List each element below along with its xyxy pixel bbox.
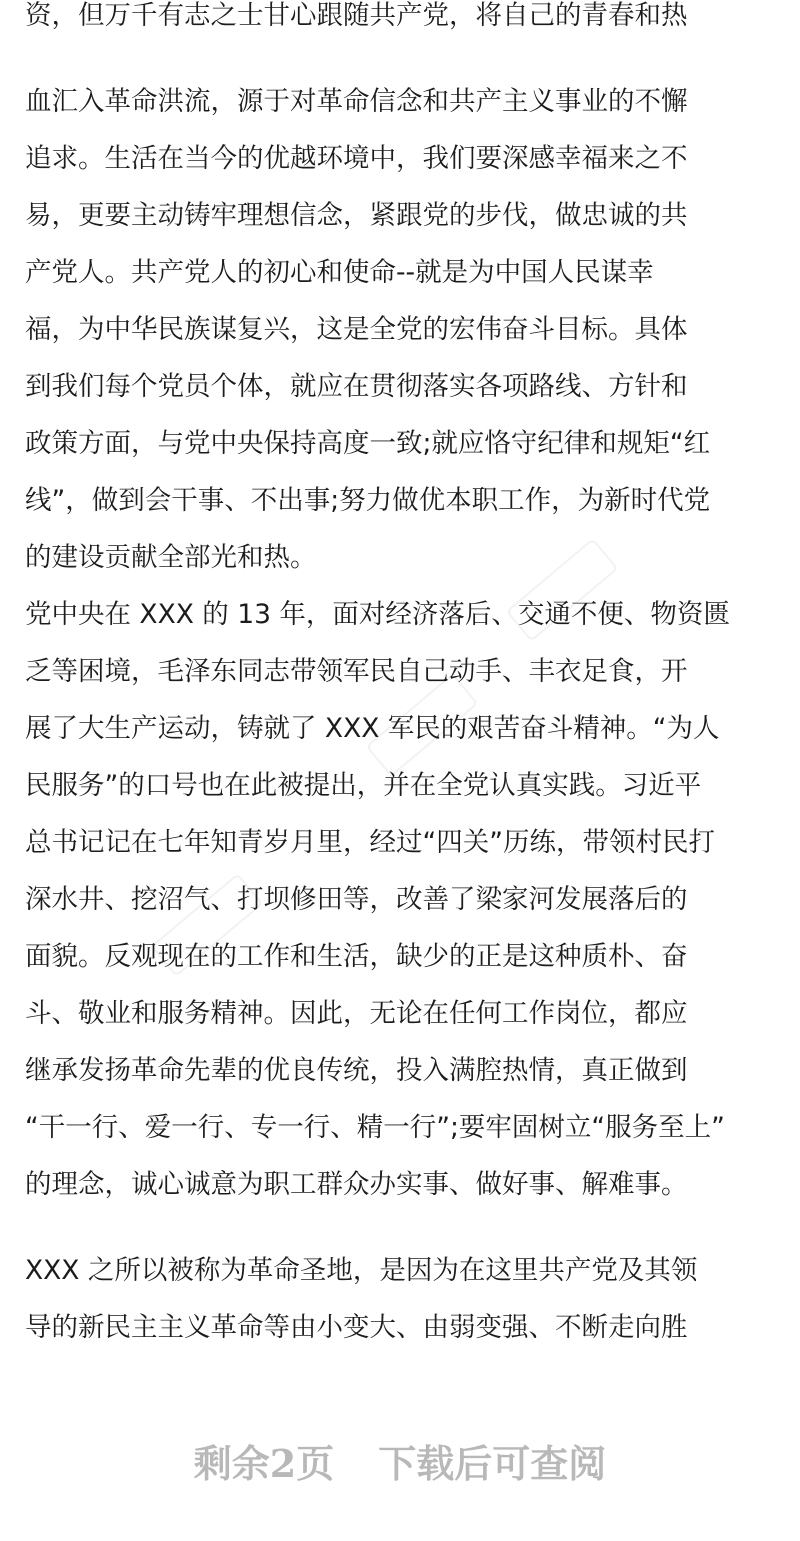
text-line: 到我们每个党员个体，就应在贯彻落实各项路线、方针和 [25,371,688,402]
text-line: 民服务”的口号也在此被提出，并在全党认真实践。习近平 [25,770,702,801]
text-line: 斗、敬业和服务精神。因此，无论在任何工作岗位，都应 [25,998,688,1029]
text-line: 产党人。共产党人的初心和使命--就是为中国人民谋幸 [25,257,654,288]
text-line: 展了大生产运动，铸就了 XXX 军民的艰苦奋斗精神。“为人 [25,713,720,744]
text-line: “干一行、爱一行、专一行、精一行”;要牢固树立“服务至上” [25,1112,725,1143]
text-line: XXX 之所以被称为革命圣地，是因为在这里共产党及其领 [25,1255,698,1286]
text-line: 线”，做到会干事、不出事;努力做优本职工作，为新时代党 [25,485,711,516]
text-line: 资，但万千有志之士甘心跟随共产党，将自己的青春和热 [25,0,688,31]
text-line: 血汇入革命洪流，源于对革命信念和共产主义事业的不懈 [25,86,688,117]
text-line: 深水井、挖沼气、打坝修田等，改善了梁家河发展落后的 [25,884,688,915]
text-line: 继承发扬革命先辈的优良传统，投入满腔热情，真正做到 [25,1055,688,1086]
text-line: 党中央在 XXX 的 13 年，面对经济落后、交通不便、物资匮 [25,599,730,630]
text-line: 面貌。反观现在的工作和生活，缺少的正是这种质朴、奋 [25,941,688,972]
text-line: 总书记记在七年知青岁月里，经过“四关”历练，带领村民打 [25,827,715,858]
text-line: 的建设贡献全部光和热。 [25,542,317,573]
text-line: 的理念，诚心诚意为职工群众办实事、做好事、解难事。 [25,1169,688,1200]
text-line: 政策方面，与党中央保持高度一致;就应恪守纪律和规矩“红 [25,428,711,459]
text-line: 导的新民主主义革命等由小变大、由弱变强、不断走向胜 [25,1312,688,1343]
download-prompt[interactable] [0,1440,800,1488]
text-line: 追求。生活在当今的优越环境中，我们要深感幸福来之不 [25,143,688,174]
text-line: 易，更要主动铸牢理想信念，紧跟党的步伐，做忠诚的共 [25,200,688,231]
text-line: 福，为中华民族谋复兴，这是全党的宏伟奋斗目标。具体 [25,314,688,345]
download-to-view-label: 下载后可查阅 [378,1441,607,1486]
remaining-pages-label: 剩余2页 [193,1441,335,1486]
text-line: 乏等困境，毛泽东同志带领军民自己动手、丰衣足食，开 [25,656,688,687]
